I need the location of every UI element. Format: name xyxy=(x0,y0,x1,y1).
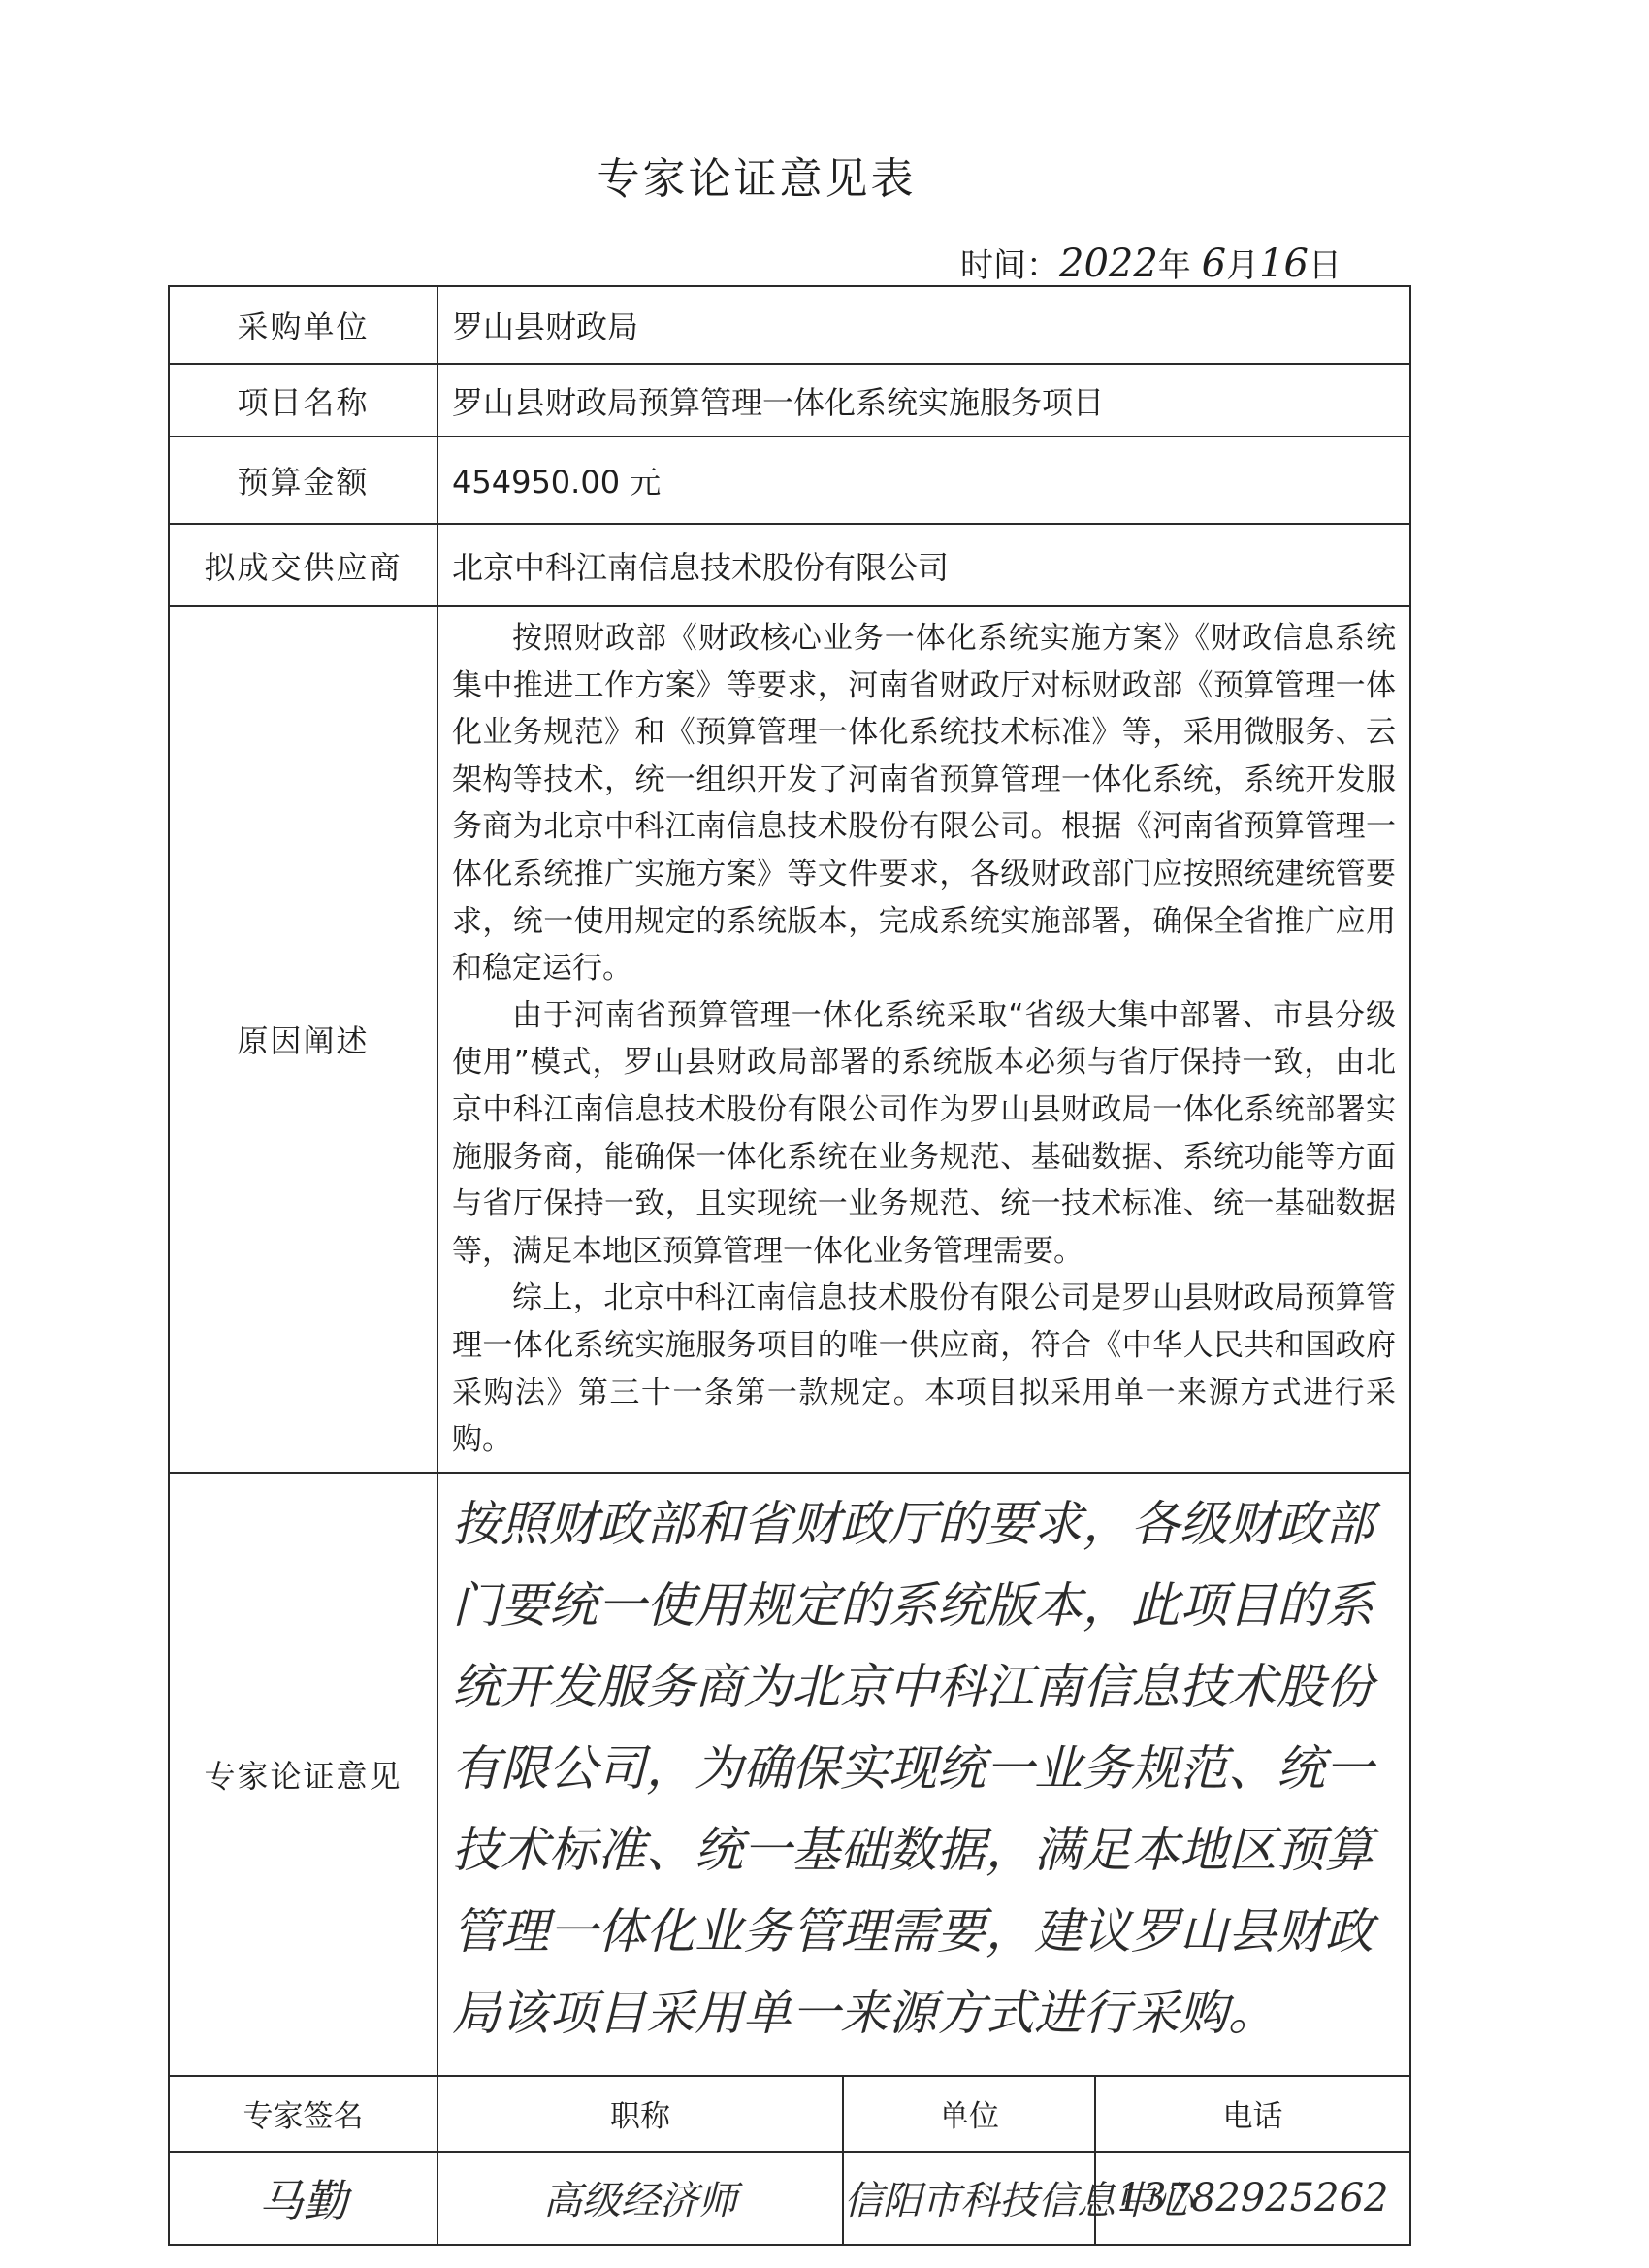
expert-unit: 信阳市科技信息中心 xyxy=(843,2152,1095,2245)
project-row xyxy=(169,364,1410,437)
opinion-label: 专家论证意见 xyxy=(169,1473,437,2076)
reason-content xyxy=(437,606,1410,1473)
project-value: 罗山县财政局预算管理一体化系统实施服务项目 xyxy=(437,364,1410,437)
signature-header: 专家签名 xyxy=(169,2076,437,2152)
expert-phone: 13782925262 xyxy=(1095,2152,1410,2245)
reason-label: 原因阐述 xyxy=(169,606,437,1473)
date-label: 时间： xyxy=(960,246,1059,285)
opinion-handwritten-text: 按照财政部和省财政厅的要求，各级财政部门要统一使用规定的系统版本，此项目的系统开发服务商为北京中科江南信息技术股份有限公司，为确保实现统一业务规范、统一技术标准、统一基础数据，满足本地区预算管理一体化业务管理需要，建议罗山县财政局该项目采用单一来源方式进行采购。 xyxy=(437,1473,1410,2076)
supplier-value: 北京中科江南信息技术股份有限公司 xyxy=(437,524,1410,606)
date-year: 2022 xyxy=(1059,242,1158,286)
date-month: 6 xyxy=(1201,242,1227,286)
date-day-unit: 日 xyxy=(1308,246,1342,285)
page-title: 专家论证意见表 xyxy=(597,154,917,204)
reason-row xyxy=(169,606,1410,1473)
supplier-label: 拟成交供应商 xyxy=(169,524,437,606)
date-day: 16 xyxy=(1259,242,1309,286)
purchaser-value: 罗山县财政局 xyxy=(437,286,1410,364)
unit-header: 单位 xyxy=(843,2076,1095,2152)
signature-row xyxy=(169,2152,1410,2245)
expert-signature: 马勤 xyxy=(169,2152,437,2245)
expert-title: 高级经济师 xyxy=(437,2152,843,2245)
reason-paragraph: 由于河南省预算管理一体化系统采取“省级大集中部署、市县分级使用”模式，罗山县财政局部署的系统版本必须与省厅保持一致，由北京中科江南信息技术股份有限公司作为罗山县财政局一体化系统部署实施服务商，能确保一体化系统在业务规范、基础数据、系统功能等方面与省厅保持一致，且实现统一业务规范、统一技术标准、统一基础数据等，满足本地区预算管理一体化业务管理需要。 xyxy=(452,997,1397,1269)
date-line xyxy=(960,239,1342,286)
budget-value: 454950.00 元 xyxy=(437,437,1410,524)
purchaser-row xyxy=(169,286,1410,364)
budget-row xyxy=(169,437,1410,524)
opinion-row xyxy=(169,1473,1410,2076)
expert-opinion-form xyxy=(168,285,1411,2246)
purchaser-label: 采购单位 xyxy=(169,286,437,364)
project-label: 项目名称 xyxy=(169,364,437,437)
date-year-unit: 年 xyxy=(1157,246,1191,285)
date-month-unit: 月 xyxy=(1226,246,1260,285)
budget-label: 预算金额 xyxy=(169,437,437,524)
phone-header: 电话 xyxy=(1095,2076,1410,2152)
supplier-row xyxy=(169,524,1410,606)
signature-header-row xyxy=(169,2076,1410,2152)
reason-paragraph: 按照财政部《财政核心业务一体化系统实施方案》《财政信息系统集中推进工作方案》等要求，河南省财政厅对标财政部《预算管理一体化业务规范》和《预算管理一体化系统技术标准》等，采用微服务、云架构等技术，统一组织开发了河南省预算管理一体化系统，系统开发服务商为北京中科江南信息技术股份有限公司。根据《河南省预算管理一体化系统推广实施方案》等文件要求，各级财政部门应按照统建统管要求，统一使用规定的系统版本，完成系统实施部署，确保全省推广应用和稳定运行。 xyxy=(452,621,1397,987)
reason-paragraph: 综上，北京中科江南信息技术股份有限公司是罗山县财政局预算管理一体化系统实施服务项目的唯一供应商，符合《中华人民共和国政府采购法》第三十一条第一款规定。本项目拟采用单一来源方式进行采购。 xyxy=(452,1280,1397,1458)
title-header: 职称 xyxy=(437,2076,843,2152)
